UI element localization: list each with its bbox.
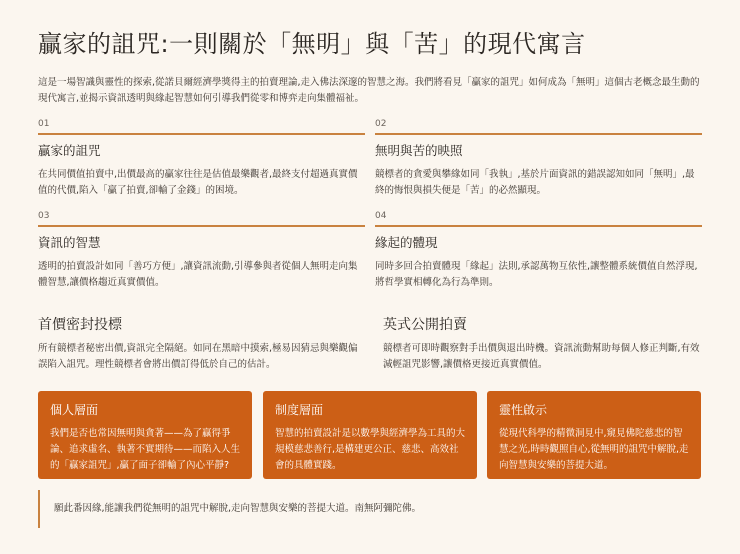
- section-body: 競標者的貪愛與攀緣如同「我執」,基於片面資訊的錯誤認知如同「無明」,最終的悔恨與損失便是「苦」的必然顯現。: [375, 169, 695, 196]
- section-02: [375, 119, 702, 199]
- auction-english-heading: 英式公開拍賣: [383, 317, 467, 333]
- card-institutional: [263, 391, 477, 479]
- section-body: 同時多回合拍賣體現「緣起」法則,承認萬物互依性,讓整體系統價值自然浮現,將哲學實相轉化為行為準則。: [375, 261, 698, 288]
- section-divider: [375, 225, 702, 227]
- section-number: 03: [38, 211, 50, 221]
- closing-quote: 願此番因緣,能讓我們從無明的詛咒中解脫,走向智慧與安樂的菩提大道。南無阿彌陀佛。: [38, 490, 702, 528]
- section-divider: [38, 133, 365, 135]
- section-number: 02: [375, 119, 387, 129]
- section-divider: [38, 225, 365, 227]
- section-heading: 資訊的智慧: [38, 235, 101, 250]
- card-body: 我們是否也常因無明與貪著——為了贏得爭論、追求虛名、執著不實期待——而陷入人生的「贏家詛咒」,贏了面子卻輸了內心平靜?: [50, 428, 241, 471]
- section-divider: [375, 133, 702, 135]
- section-heading: 贏家的詛咒: [38, 143, 101, 158]
- card-body: 從現代科學的精微洞見中,窺見佛陀慈悲的智慧之光,時時觀照自心,從無明的詛咒中解脫,走向智慧與安樂的菩提大道。: [499, 428, 689, 471]
- card-personal: [38, 391, 252, 479]
- page-title: 贏家的詛咒:一則關於「無明」與「苦」的現代寓言: [38, 30, 586, 58]
- card-heading: 制度層面: [275, 403, 324, 417]
- section-number: 01: [38, 119, 50, 129]
- section-body: 在共同價值拍賣中,出價最高的贏家往往是估值最樂觀者,最終支付超過真實價值的代價,陷入「贏了拍賣,卻輸了金錢」的困境。: [38, 169, 358, 196]
- section-body: 透明的拍賣設計如同「善巧方便」,讓資訊流動,引導參與者從個人無明走向集體智慧,讓價格趨近真實價值。: [38, 261, 358, 288]
- section-heading: 無明與苦的映照: [375, 143, 463, 158]
- card-spiritual: [487, 391, 701, 479]
- intro-paragraph: 這是一場智識與靈性的探索,從諾貝爾經濟學獎得主的拍賣理論,走入佛法深邃的智慧之海。我們將看見「贏家的詛咒」如何成為「無明」這個古老概念最生動的現代寓言,並揭示資訊透明與緣起智慧如何引導我們從零和博弈走向集體福祉。: [38, 77, 700, 104]
- section-heading: 緣起的體現: [375, 235, 438, 250]
- section-number: 04: [375, 211, 387, 221]
- card-heading: 靈性啟示: [499, 403, 548, 417]
- section-01: [38, 119, 365, 199]
- auction-sealed-heading: 首價密封投標: [38, 317, 122, 333]
- card-heading: 個人層面: [50, 403, 99, 417]
- card-body: 智慧的拍賣設計是以數學與經濟學為工具的大規模慈悲善行,是構建更公正、慈悲、高效社會的具體實踐。: [275, 428, 466, 471]
- section-03: [38, 211, 365, 291]
- section-04: [375, 211, 702, 291]
- auction-english-body: 競標者可即時觀察對手出價與退出時機。資訊流動幫助每個人修正判斷,有效減輕詛咒影響,讓價格更接近真實價值。: [383, 343, 700, 370]
- auction-sealed-body: 所有競標者秘密出價,資訊完全隔絕。如同在黑暗中摸索,極易因猜忌與樂觀偏誤陷入詛咒。理性競標者會將出價訂得低於自己的估計。: [38, 343, 358, 370]
